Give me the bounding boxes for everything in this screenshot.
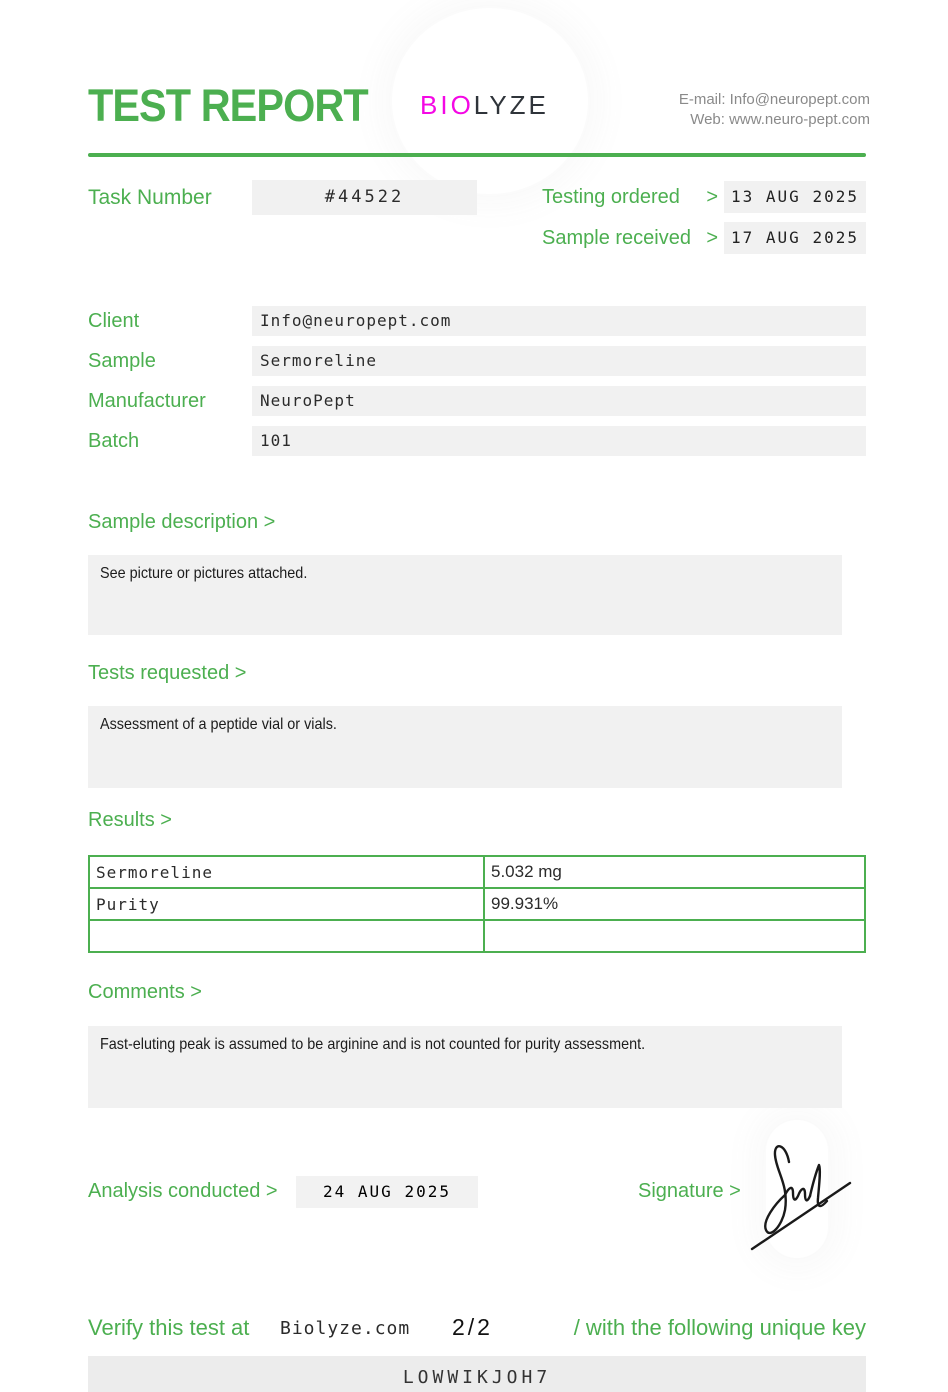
client-label: Client: [88, 309, 140, 332]
tests-requested-heading: Tests requested >: [88, 662, 247, 684]
sample-label: Sample: [88, 349, 156, 372]
header-divider: [88, 153, 866, 157]
result-value-cell: 99.931%: [484, 888, 865, 920]
arrow-glyph: >: [706, 185, 718, 208]
detail-row-manufacturer: [88, 386, 866, 416]
results-table: [88, 855, 866, 953]
comments-box: [88, 1026, 842, 1108]
page-title: TEST REPORT: [88, 80, 368, 131]
comments-heading: Comments >: [88, 981, 202, 1003]
signature-label: Signature >: [638, 1180, 741, 1202]
result-name-cell: [89, 920, 484, 952]
testing-ordered-date: 13 AUG 2025: [724, 181, 866, 213]
analysis-conducted-date: 24 AUG 2025: [296, 1176, 478, 1208]
manufacturer-label: Manufacturer: [88, 389, 206, 412]
testing-ordered-row: [542, 181, 866, 213]
detail-row-batch: [88, 426, 866, 456]
results-heading: Results >: [88, 809, 172, 831]
verify-suffix: / with the following unique key: [573, 1315, 866, 1340]
analysis-conducted-label: Analysis conducted >: [88, 1180, 278, 1202]
sample-description-text: See picture or pictures attached.: [100, 565, 308, 582]
arrow-glyph: >: [706, 226, 718, 249]
contact-web: Web: www.neuro-pept.com: [690, 111, 870, 128]
tests-requested-box: [88, 706, 842, 788]
biolyze-logo: [420, 90, 549, 121]
logo-part-lyze: LYZE: [473, 90, 549, 120]
signature-image: [745, 1126, 857, 1258]
sample-value: Sermoreline: [252, 346, 866, 376]
table-row: [89, 856, 865, 888]
task-number-value: #44522: [252, 180, 477, 215]
page-indicator: 2/2: [452, 1314, 493, 1340]
sample-description-heading: Sample description >: [88, 511, 276, 533]
unique-key-value: LOWWIKJOH7: [88, 1356, 866, 1392]
comments-text: Fast-eluting peak is assumed to be arginine and is not counted for purity assessment.: [100, 1036, 646, 1053]
logo-part-bio: BIO: [420, 90, 474, 120]
sample-received-row: [542, 222, 866, 254]
detail-row-sample: [88, 346, 866, 376]
result-value-cell: [484, 920, 865, 952]
contact-email: E-mail: Info@neuropept.com: [678, 91, 870, 108]
contact-block: [679, 90, 870, 130]
sample-received-date: 17 AUG 2025: [724, 222, 866, 254]
batch-label: Batch: [88, 429, 140, 452]
testing-ordered-label: Testing ordered: [542, 185, 680, 208]
batch-value: 101: [252, 426, 866, 456]
sample-description-box: [88, 555, 842, 635]
tests-requested-text: Assessment of a peptide vial or vials.: [100, 716, 337, 733]
client-value: Info@neuropept.com: [252, 306, 866, 336]
table-row: [89, 888, 865, 920]
result-name-cell: Purity: [89, 888, 484, 920]
table-row: [89, 920, 865, 952]
verify-prefix: Verify this test at: [88, 1315, 250, 1340]
manufacturer-value: NeuroPept: [252, 386, 866, 416]
result-value-cell: 5.032 mg: [484, 856, 865, 888]
detail-row-client: [88, 306, 866, 336]
result-name-cell: Sermoreline: [89, 856, 484, 888]
sample-received-label: Sample received: [542, 226, 691, 249]
verify-site-link: Biolyze.com: [280, 1318, 411, 1339]
task-number-label: Task Number: [88, 186, 212, 209]
